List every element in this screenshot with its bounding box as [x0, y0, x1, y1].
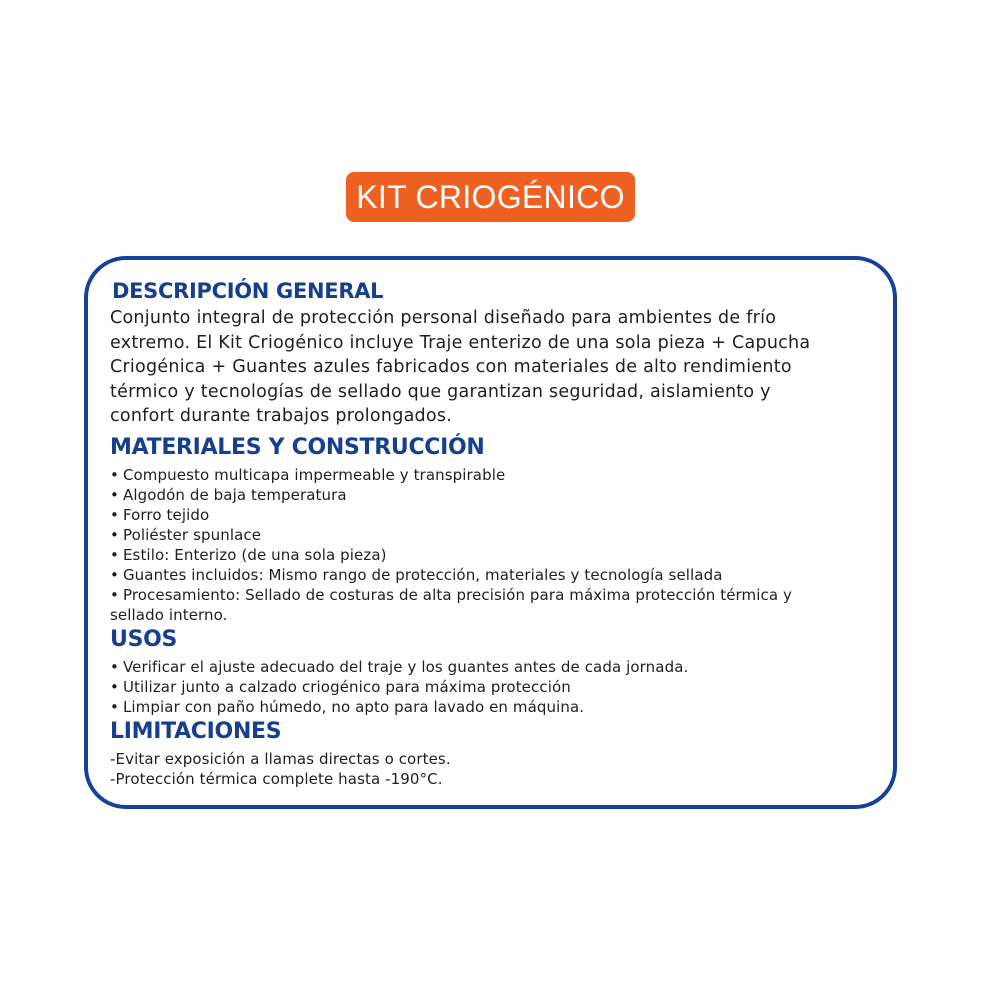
list-item: [110, 565, 880, 585]
list-item: [110, 697, 880, 717]
list-item: [110, 465, 880, 485]
heading-limitaciones: LIMITACIONES: [110, 718, 282, 744]
title-badge: KIT CRIOGÉNICO: [346, 172, 635, 222]
list-item: [110, 505, 880, 525]
list-item: [110, 585, 880, 605]
list-item: [110, 769, 880, 789]
descripcion-line: Conjunto integral de protección personal diseñado para ambientes de frío: [110, 308, 777, 328]
descripcion-line: térmico y tecnologías de sellado que garantizan seguridad, aislamiento y: [110, 381, 771, 402]
list-item-text: Poliéster spunlace: [122, 525, 262, 544]
bullet-icon: •: [110, 585, 119, 604]
list-item: [110, 749, 880, 769]
bullet-icon: •: [110, 505, 119, 524]
list-item-text: Verificar el ajuste adecuado del traje y los guantes antes de cada jornada.: [122, 657, 689, 676]
list-item-text: Limpiar con paño húmedo, no apto para lavado en máquina.: [122, 697, 585, 716]
dash-icon: -: [110, 749, 116, 768]
list-item: [110, 677, 880, 697]
list-item-text: Utilizar junto a calzado criogénico para máxima protección: [122, 677, 571, 696]
bullet-icon: •: [110, 465, 119, 484]
dash-icon: -: [110, 769, 116, 788]
card-content: [110, 276, 880, 789]
bullet-icon: •: [110, 677, 119, 696]
descripcion-line: confort durante trabajos prolongados.: [110, 406, 453, 426]
list-item-text: Protección térmica complete hasta -190°C.: [115, 769, 443, 788]
list-item: [110, 525, 880, 545]
list-item: [110, 545, 880, 565]
list-item-text: Evitar exposición a llamas directas o cortes.: [115, 749, 451, 768]
bullet-icon: •: [110, 565, 119, 584]
list-item-text: Algodón de baja temperatura: [122, 485, 347, 504]
descripcion-line: extremo. El Kit Criogénico incluye Traje enterizo de una sola pieza + Capucha: [110, 332, 811, 353]
descripcion-line: Criogénica + Guantes azules fabricados con materiales de alto rendimiento: [110, 357, 792, 377]
bullet-icon: •: [110, 697, 119, 716]
list-item-text: Procesamiento: Sellado de costuras de alta precisión para máxima protección térmica y: [122, 585, 793, 604]
heading-descripcion: DESCRIPCIÓN GENERAL: [112, 279, 384, 303]
descripcion-paragraph: [110, 306, 880, 429]
bullet-icon: •: [110, 657, 119, 676]
list-item-continuation: sellado interno.: [110, 605, 228, 624]
list-item-text: Estilo: Enterizo (de una sola pieza): [122, 545, 387, 564]
list-item: [110, 485, 880, 505]
list-item-text: Forro tejido: [122, 505, 210, 524]
heading-materiales: MATERIALES Y CONSTRUCCIÓN: [110, 434, 485, 460]
list-item: [110, 657, 880, 677]
materiales-list: [110, 465, 880, 625]
list-item-text: Guantes incluidos: Mismo rango de protección, materiales y tecnología sellada: [122, 565, 723, 584]
usos-list: [110, 657, 880, 717]
bullet-icon: •: [110, 545, 119, 564]
bullet-icon: •: [110, 485, 119, 504]
heading-usos: USOS: [110, 626, 178, 652]
bullet-icon: •: [110, 525, 119, 544]
list-item-text: Compuesto multicapa impermeable y transpirable: [122, 465, 506, 484]
limitaciones-list: [110, 749, 880, 789]
